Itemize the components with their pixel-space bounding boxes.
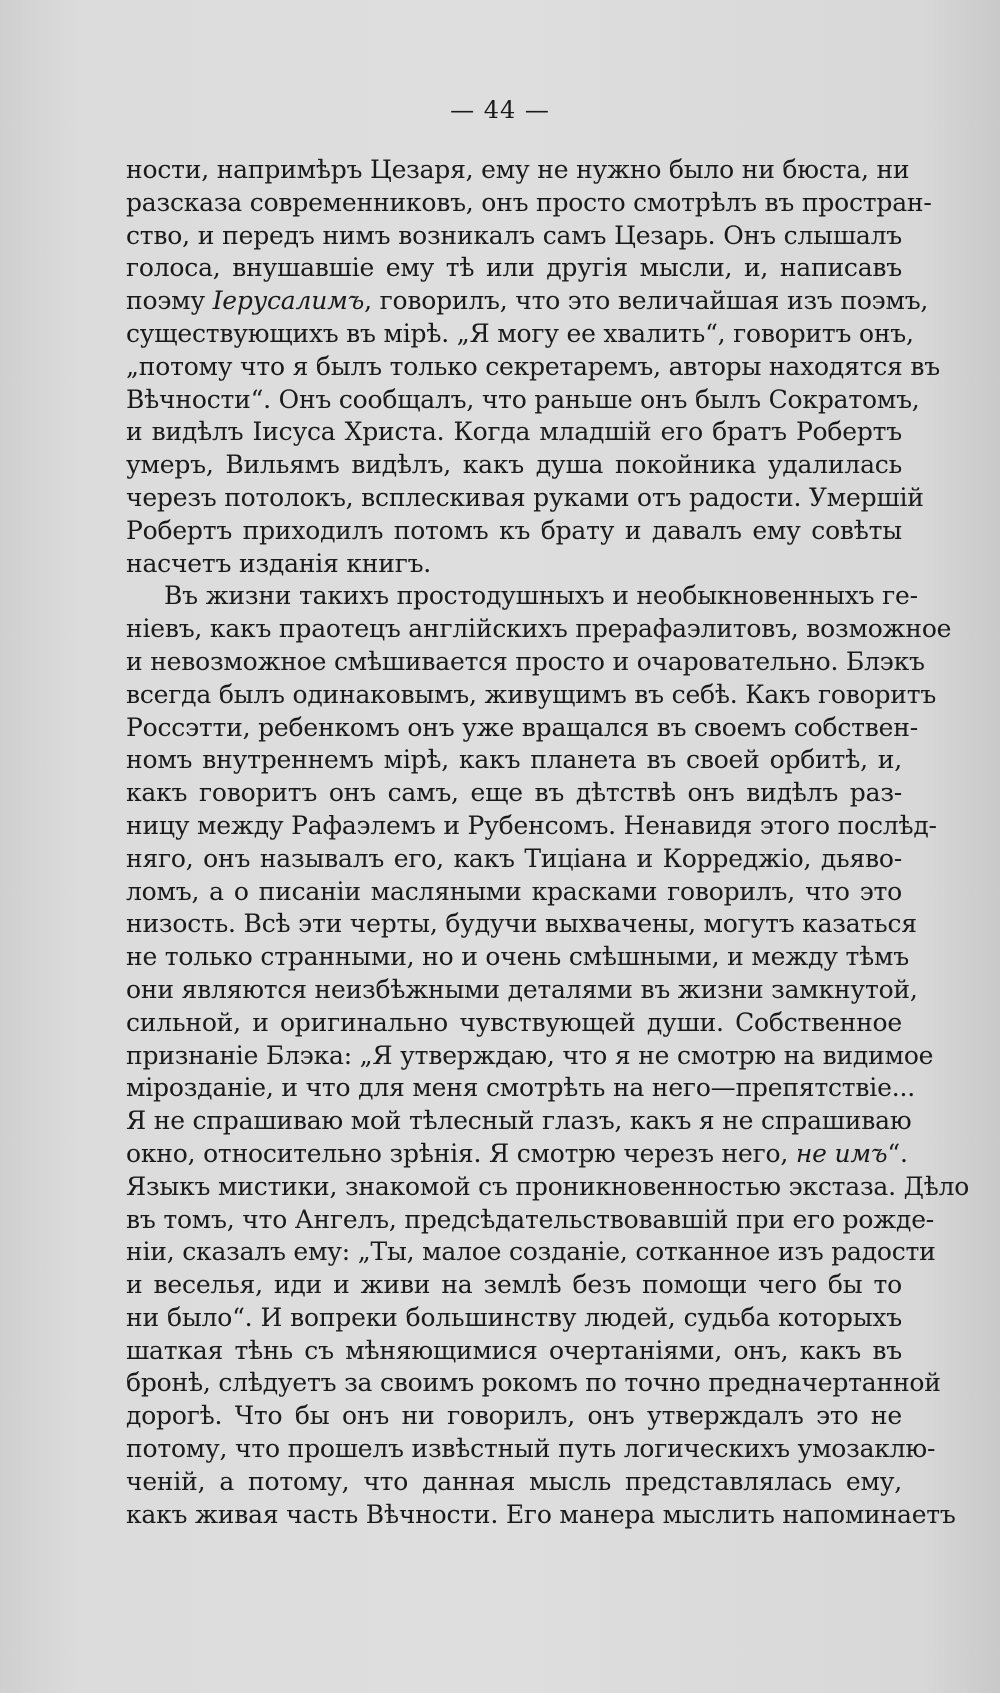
text-line: номъ внутреннемъ мірѣ, какъ планета въ своей орбитѣ, и, <box>126 745 902 775</box>
page-number: — 44 — <box>450 96 550 124</box>
text-line: „потому что я былъ только секретаремъ, авторы находятся въ <box>126 351 940 381</box>
text-line: не только странными, но и очень смѣшными, и между тѣмъ <box>126 942 909 972</box>
text-line: они являются неизбѣжными деталями въ жизни замкнутой, <box>126 974 918 1004</box>
text-line: ности, напримѣръ Цезаря, ему не нужно было ни бюста, ни <box>126 155 910 184</box>
text-line: ченій, а потому, что данная мысль представлялась ему, <box>126 1466 902 1496</box>
text-line: поэму Іерусалимъ, говорилъ, что это величайшая изъ поэмъ, <box>126 286 929 316</box>
text-line: окно, относительно зрѣнія. Я смотрю черезъ него, не имъ“. <box>126 1138 908 1168</box>
text-line: ницу между Рафаэлемъ и Рубенсомъ. Ненавидя этого послѣд- <box>126 810 937 840</box>
text-line: въ томъ, что Ангелъ, предсѣдательствовавшій при его рожде- <box>126 1204 935 1234</box>
text-line: ни было“. И вопреки большинству людей, судьба которыхъ <box>126 1302 902 1332</box>
text-line: насчетъ изданія книгъ. <box>126 548 432 578</box>
text-line: и веселья, иди и живи на землѣ безъ помощи чего бы то <box>126 1270 902 1300</box>
text-line: потому, что прошелъ извѣстный путь логическихъ умозаклю- <box>126 1434 936 1464</box>
text-line: признаніе Блэка: „Я утверждаю, что я не смотрю на видимое <box>126 1040 934 1070</box>
text-line: няго, онъ называлъ его, какъ Тиціана и Корреджіо, дьяво- <box>126 843 902 873</box>
text-line: какъ говоритъ онъ самъ, еще въ дѣтствѣ онъ видѣлъ раз- <box>126 778 902 808</box>
text-line: и невозможное смѣшивается просто и очаровательно. Блэкъ <box>126 646 925 676</box>
text-line: Въ жизни такихъ простодушныхъ и необыкновенныхъ ге- <box>164 581 918 611</box>
text-line: Робертъ приходилъ потомъ къ брату и давалъ ему совѣты <box>126 515 902 545</box>
text-line: черезъ потолокъ, всплескивая руками отъ радости. Умершій <box>126 482 924 512</box>
text-line: ніи, сказалъ ему: „Ты, малое созданіе, сотканное изъ радости <box>126 1237 936 1267</box>
body-text <box>126 154 970 1531</box>
text-line: мірозданіе, и что для меня смотрѣть на него—препятствіе... <box>126 1073 915 1103</box>
paragraph-2 <box>126 580 970 1531</box>
text-line: ломъ, а о писаніи масляными красками говорилъ, что это <box>126 876 902 906</box>
text-line: ство, и передъ нимъ возникалъ самъ Цезарь. Онъ слышалъ <box>126 220 902 250</box>
italic-emphasis: не имъ <box>795 1138 888 1168</box>
text-line: шаткая тѣнь съ мѣняющимися очертаніями, онъ, какъ въ <box>126 1335 902 1365</box>
italic-emphasis: Іерусалимъ <box>212 286 365 316</box>
text-line: низость. Всѣ эти черты, будучи выхвачены, могутъ казаться <box>126 909 917 939</box>
text-line: какъ живая часть Вѣчности. Его манера мыслить напоминаетъ <box>126 1499 956 1529</box>
text-line: Вѣчности“. Онъ сообщалъ, что раньше онъ былъ Сократомъ, <box>126 384 920 414</box>
text-line: Россэтти, ребенкомъ онъ уже вращался въ своемъ собствен- <box>126 712 918 742</box>
text-line: Языкъ мистики, знакомой съ проникновенностью экстаза. Дѣло <box>126 1171 970 1201</box>
text-line: голоса, внушавшіе ему тѣ или другія мысли, и, написавъ <box>126 253 902 283</box>
text-line: бронѣ, слѣдуетъ за своимъ рокомъ по точно предначертанной <box>126 1368 941 1398</box>
text-line: всегда былъ одинаковымъ, живущимъ въ себѣ. Какъ говоритъ <box>126 679 937 709</box>
text-line: ніевъ, какъ праотецъ англійскихъ прерафаэлитовъ, возможное <box>126 614 952 644</box>
text-line: дорогѣ. Что бы онъ ни говорилъ, онъ утверждалъ это не <box>126 1401 902 1431</box>
text-line: Я не спрашиваю мой тѣлесный глазъ, какъ я не спрашиваю <box>126 1106 912 1136</box>
paragraph-1 <box>126 154 940 580</box>
text-line: существующихъ въ мірѣ. „Я могу ее хвалить“, говоритъ онъ, <box>126 318 914 348</box>
text-line: умеръ, Вильямъ видѣлъ, какъ душа покойника удалилась <box>126 450 902 480</box>
text-line: и видѣлъ Іисуса Христа. Когда младшій его братъ Робертъ <box>126 417 902 447</box>
text-line: разсказа современниковъ, онъ просто смотрѣлъ въ простран- <box>126 187 932 217</box>
text-line: сильной, и оригинально чувствующей души. Собственное <box>126 1007 902 1037</box>
